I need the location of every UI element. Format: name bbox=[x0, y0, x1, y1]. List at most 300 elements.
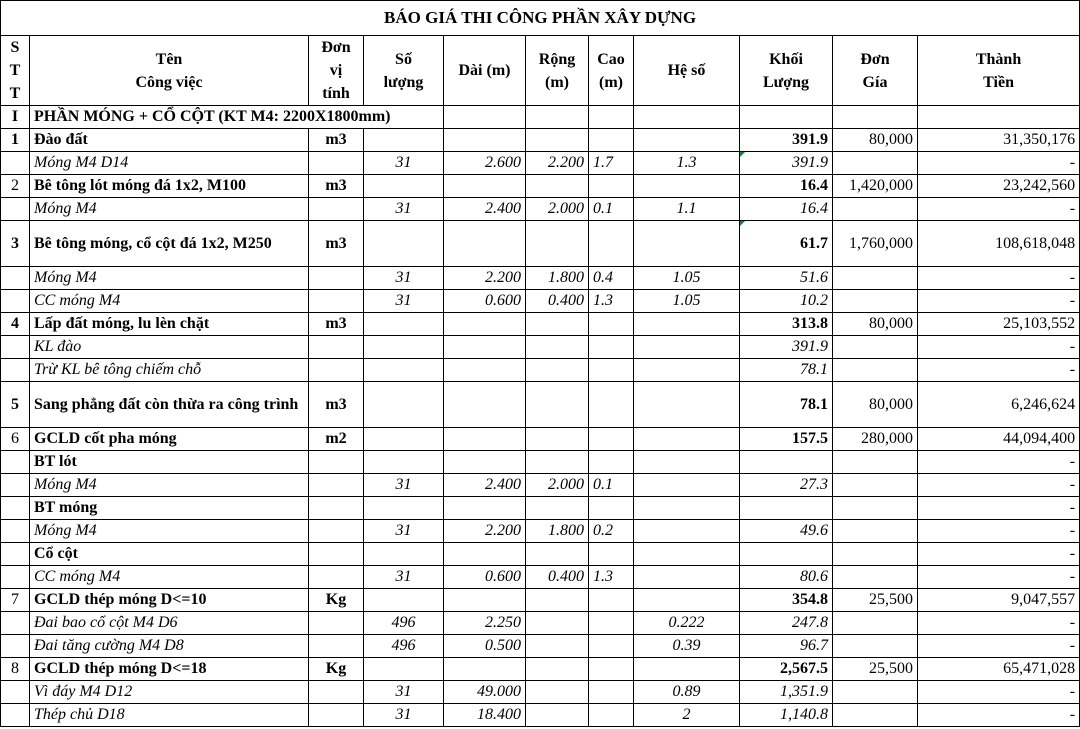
cell-khoi-luong[interactable]: 1,351.9 bbox=[740, 681, 833, 704]
cell-he-so[interactable] bbox=[634, 428, 740, 451]
cell-don-gia[interactable] bbox=[833, 704, 918, 727]
cell-name[interactable]: Cổ cột bbox=[30, 543, 309, 566]
cell-khoi-luong[interactable]: 78.1 bbox=[740, 359, 833, 382]
header-he-so[interactable]: Hệ số bbox=[634, 36, 740, 106]
cell-dai[interactable] bbox=[444, 589, 526, 612]
cell-so-luong[interactable]: 31 bbox=[364, 198, 444, 221]
cell-he-so[interactable]: 0.89 bbox=[634, 681, 740, 704]
table-row bbox=[1, 175, 1080, 198]
cell-khoi-luong[interactable]: 96.7 bbox=[740, 635, 833, 658]
cell-so-luong[interactable]: 31 bbox=[364, 704, 444, 727]
cell-he-so[interactable] bbox=[634, 543, 740, 566]
cell-khoi-luong[interactable]: 10.2 bbox=[740, 290, 833, 313]
cell-rong[interactable] bbox=[526, 313, 589, 336]
cell-he-so[interactable]: 1.05 bbox=[634, 267, 740, 290]
cell-khoi-luong[interactable]: 391.9 bbox=[740, 129, 833, 152]
cell-so-luong[interactable] bbox=[364, 175, 444, 198]
cell-dai[interactable] bbox=[444, 543, 526, 566]
cell-he-so[interactable]: 1.1 bbox=[634, 198, 740, 221]
table-row bbox=[1, 359, 1080, 382]
table-row bbox=[1, 566, 1080, 589]
cell-cao[interactable] bbox=[589, 382, 634, 428]
cell-unit[interactable]: Kg bbox=[309, 589, 364, 612]
cell-cao[interactable]: 0.4 bbox=[589, 267, 634, 290]
cell-so-luong[interactable]: 31 bbox=[364, 566, 444, 589]
cell-cao[interactable] bbox=[589, 359, 634, 382]
cell-unit[interactable]: m3 bbox=[309, 221, 364, 267]
cell-unit[interactable] bbox=[309, 520, 364, 543]
cell-dai[interactable]: 2.200 bbox=[444, 267, 526, 290]
cell-he-so[interactable] bbox=[634, 336, 740, 359]
cell-unit[interactable]: m3 bbox=[309, 129, 364, 152]
cell-cao[interactable] bbox=[589, 658, 634, 681]
cell-rong[interactable] bbox=[526, 175, 589, 198]
cell-so-luong[interactable]: 31 bbox=[364, 520, 444, 543]
cell-unit[interactable] bbox=[309, 566, 364, 589]
cell-so-luong[interactable]: 31 bbox=[364, 267, 444, 290]
cell-cao[interactable] bbox=[589, 175, 634, 198]
cell-thanh-tien[interactable]: - bbox=[918, 474, 1080, 497]
cell-name[interactable]: Đai tăng cường M4 D8 bbox=[30, 635, 309, 658]
cell-don-gia[interactable] bbox=[833, 198, 918, 221]
cell-don-gia[interactable] bbox=[833, 152, 918, 175]
cell-don-gia[interactable] bbox=[833, 612, 918, 635]
cell-he-so[interactable] bbox=[634, 313, 740, 336]
cell-dai[interactable]: 2.600 bbox=[444, 152, 526, 175]
cell-dai[interactable]: 2.250 bbox=[444, 612, 526, 635]
cell-thanh-tien[interactable]: 6,246,624 bbox=[918, 382, 1080, 428]
cell-he-so[interactable]: 2 bbox=[634, 704, 740, 727]
cell-rong[interactable] bbox=[526, 635, 589, 658]
section-name[interactable]: PHẦN MÓNG + CỔ CỘT (KT M4: 2200X1800mm) bbox=[30, 106, 444, 129]
cell-name[interactable]: Lấp đất móng, lu lèn chặt bbox=[30, 313, 309, 336]
cell-don-gia[interactable] bbox=[833, 543, 918, 566]
cell-thanh-tien[interactable]: - bbox=[918, 681, 1080, 704]
cell-cao[interactable] bbox=[589, 589, 634, 612]
cell-stt[interactable] bbox=[1, 704, 30, 727]
cell-dai[interactable] bbox=[444, 451, 526, 474]
cell-dai[interactable] bbox=[444, 428, 526, 451]
cell-unit[interactable] bbox=[309, 681, 364, 704]
cell-so-luong[interactable] bbox=[364, 382, 444, 428]
cell-name[interactable]: GCLD thép móng D<=10 bbox=[30, 589, 309, 612]
header-rong[interactable]: Rộng (m) bbox=[526, 36, 589, 106]
table-row bbox=[1, 129, 1080, 152]
cell-stt[interactable] bbox=[1, 681, 30, 704]
cell-stt[interactable] bbox=[1, 267, 30, 290]
table-row bbox=[1, 704, 1080, 727]
table-row bbox=[1, 428, 1080, 451]
table-row bbox=[1, 382, 1080, 428]
cell-dai[interactable]: 2.400 bbox=[444, 198, 526, 221]
cell-stt[interactable] bbox=[1, 497, 30, 520]
cell-name[interactable]: GCLD thép móng D<=18 bbox=[30, 658, 309, 681]
cell-he-so[interactable] bbox=[634, 129, 740, 152]
cell-khoi-luong[interactable]: 51.6 bbox=[740, 267, 833, 290]
cell-he-so[interactable] bbox=[634, 566, 740, 589]
cell-thanh-tien[interactable]: - bbox=[918, 704, 1080, 727]
cell-stt[interactable] bbox=[1, 336, 30, 359]
cell-unit[interactable] bbox=[309, 704, 364, 727]
cell-don-gia[interactable] bbox=[833, 336, 918, 359]
cell-he-so[interactable] bbox=[634, 520, 740, 543]
cell-cao[interactable] bbox=[589, 635, 634, 658]
cell-so-luong[interactable] bbox=[364, 497, 444, 520]
cell-unit[interactable] bbox=[309, 612, 364, 635]
cell-unit[interactable]: m3 bbox=[309, 313, 364, 336]
cell-unit[interactable] bbox=[309, 543, 364, 566]
cell-unit[interactable]: m2 bbox=[309, 428, 364, 451]
cell-stt[interactable]: 3 bbox=[1, 221, 30, 267]
cell-he-so[interactable] bbox=[634, 382, 740, 428]
cell-cao[interactable] bbox=[589, 428, 634, 451]
cell-stt[interactable] bbox=[1, 635, 30, 658]
cell-he-so[interactable] bbox=[634, 451, 740, 474]
header-don-gia[interactable]: Đơn Gía bbox=[833, 36, 918, 106]
cell-don-gia[interactable]: 280,000 bbox=[833, 428, 918, 451]
cell-stt[interactable] bbox=[1, 566, 30, 589]
cell-so-luong[interactable]: 31 bbox=[364, 290, 444, 313]
table-row bbox=[1, 658, 1080, 681]
cell-cao[interactable] bbox=[589, 313, 634, 336]
cell-rong[interactable] bbox=[526, 221, 589, 267]
cell-cao[interactable] bbox=[589, 221, 634, 267]
cell-name[interactable]: Móng M4 bbox=[30, 267, 309, 290]
cell-don-gia[interactable]: 25,500 bbox=[833, 658, 918, 681]
cell-khoi-luong[interactable]: 78.1 bbox=[740, 382, 833, 428]
cell-rong[interactable] bbox=[526, 612, 589, 635]
cell-thanh-tien[interactable]: - bbox=[918, 152, 1080, 175]
cell-don-gia[interactable]: 80,000 bbox=[833, 129, 918, 152]
header-khoi-luong[interactable]: Khối Lượng bbox=[740, 36, 833, 106]
cell-he-so[interactable] bbox=[634, 589, 740, 612]
cell-thanh-tien[interactable]: - bbox=[918, 497, 1080, 520]
cell-don-gia[interactable]: 1,760,000 bbox=[833, 221, 918, 267]
cell-khoi-luong[interactable]: 313.8 bbox=[740, 313, 833, 336]
cell-don-gia[interactable]: 80,000 bbox=[833, 313, 918, 336]
cell-dai[interactable]: 0.600 bbox=[444, 290, 526, 313]
cell-cao[interactable] bbox=[589, 543, 634, 566]
cell-don-gia[interactable] bbox=[833, 474, 918, 497]
cell-unit[interactable] bbox=[309, 451, 364, 474]
cell-thanh-tien[interactable]: - bbox=[918, 359, 1080, 382]
cell-name[interactable]: BT lót bbox=[30, 451, 309, 474]
table-row bbox=[1, 152, 1080, 175]
cell-unit[interactable]: m3 bbox=[309, 382, 364, 428]
cell-don-gia[interactable]: 80,000 bbox=[833, 382, 918, 428]
cell-unit[interactable] bbox=[309, 359, 364, 382]
cell-so-luong[interactable]: 31 bbox=[364, 474, 444, 497]
cell-thanh-tien[interactable]: - bbox=[918, 267, 1080, 290]
cell-thanh-tien[interactable]: - bbox=[918, 612, 1080, 635]
cell-rong[interactable] bbox=[526, 336, 589, 359]
cell-khoi-luong[interactable] bbox=[740, 497, 833, 520]
cell-unit[interactable] bbox=[309, 635, 364, 658]
cell-stt[interactable]: 8 bbox=[1, 658, 30, 681]
cell-stt[interactable] bbox=[1, 543, 30, 566]
cell-dai[interactable] bbox=[444, 221, 526, 267]
cell-thanh-tien[interactable]: 23,242,560 bbox=[918, 175, 1080, 198]
cell-thanh-tien[interactable]: 108,618,048 bbox=[918, 221, 1080, 267]
cell-name[interactable]: Trừ KL bê tông chiếm chỗ bbox=[30, 359, 309, 382]
cell-don-gia[interactable] bbox=[833, 635, 918, 658]
cell-khoi-luong[interactable] bbox=[740, 451, 833, 474]
table-row bbox=[1, 589, 1080, 612]
cell-khoi-luong[interactable]: 354.8 bbox=[740, 589, 833, 612]
cell-so-luong[interactable] bbox=[364, 359, 444, 382]
table-row bbox=[1, 520, 1080, 543]
cell-stt[interactable] bbox=[1, 198, 30, 221]
cell-thanh-tien[interactable]: - bbox=[918, 543, 1080, 566]
cell-name[interactable]: Đai bao cổ cột M4 D6 bbox=[30, 612, 309, 635]
cell-so-luong[interactable] bbox=[364, 428, 444, 451]
cell-rong[interactable] bbox=[526, 451, 589, 474]
cell-unit[interactable] bbox=[309, 290, 364, 313]
cell-stt[interactable] bbox=[1, 520, 30, 543]
cell-he-so[interactable] bbox=[634, 474, 740, 497]
cell-dai[interactable] bbox=[444, 175, 526, 198]
table-row bbox=[1, 451, 1080, 474]
cell-name[interactable]: Thép chủ D18 bbox=[30, 704, 309, 727]
cell-so-luong[interactable] bbox=[364, 543, 444, 566]
cell-dai[interactable]: 0.600 bbox=[444, 566, 526, 589]
cell-thanh-tien[interactable]: - bbox=[918, 451, 1080, 474]
cell-rong[interactable] bbox=[526, 681, 589, 704]
cell-stt[interactable] bbox=[1, 451, 30, 474]
cell-cao[interactable]: 0.1 bbox=[589, 474, 634, 497]
cell-unit[interactable]: Kg bbox=[309, 658, 364, 681]
header-cao[interactable]: Cao (m) bbox=[589, 36, 634, 106]
table-row bbox=[1, 336, 1080, 359]
cell-name[interactable]: BT móng bbox=[30, 497, 309, 520]
cell-don-gia[interactable]: 1,420,000 bbox=[833, 175, 918, 198]
cell-dai[interactable]: 49.000 bbox=[444, 681, 526, 704]
cell-khoi-luong[interactable]: 61.7 bbox=[740, 221, 833, 267]
cell-dai[interactable]: 2.400 bbox=[444, 474, 526, 497]
cell-so-luong[interactable] bbox=[364, 313, 444, 336]
cell-stt[interactable] bbox=[1, 612, 30, 635]
cell-khoi-luong[interactable] bbox=[740, 543, 833, 566]
cell-name[interactable]: Móng M4 bbox=[30, 198, 309, 221]
cell-cao[interactable]: 0.2 bbox=[589, 520, 634, 543]
cell-stt[interactable] bbox=[1, 359, 30, 382]
cell-unit[interactable] bbox=[309, 497, 364, 520]
header-thanh-tien[interactable]: Thành Tiền bbox=[918, 36, 1080, 106]
cell-thanh-tien[interactable]: - bbox=[918, 566, 1080, 589]
cell-cao[interactable] bbox=[589, 497, 634, 520]
header-dvt[interactable]: Đơn vị tính bbox=[309, 36, 364, 106]
cell-rong[interactable]: 2.200 bbox=[526, 152, 589, 175]
cell-rong[interactable] bbox=[526, 658, 589, 681]
cell-he-so[interactable] bbox=[634, 359, 740, 382]
page-title[interactable]: BÁO GIÁ THI CÔNG PHẦN XÂY DỰNG bbox=[1, 1, 1080, 36]
cell-stt[interactable] bbox=[1, 474, 30, 497]
cell-dai[interactable] bbox=[444, 658, 526, 681]
cell-unit[interactable] bbox=[309, 474, 364, 497]
cell-thanh-tien[interactable]: 9,047,557 bbox=[918, 589, 1080, 612]
cell-name[interactable]: CC móng M4 bbox=[30, 566, 309, 589]
table-row bbox=[1, 474, 1080, 497]
cell-so-luong[interactable]: 31 bbox=[364, 152, 444, 175]
cell-rong[interactable]: 1.800 bbox=[526, 520, 589, 543]
cell-he-so[interactable]: 1.3 bbox=[634, 152, 740, 175]
cell-rong[interactable] bbox=[526, 497, 589, 520]
section-row bbox=[1, 106, 1080, 129]
cell-don-gia[interactable] bbox=[833, 290, 918, 313]
cell-so-luong[interactable] bbox=[364, 129, 444, 152]
cell-rong[interactable] bbox=[526, 589, 589, 612]
cell-dai[interactable] bbox=[444, 382, 526, 428]
cell-rong[interactable]: 0.400 bbox=[526, 566, 589, 589]
cell-name[interactable]: Sang phẳng đất còn thừa ra công trình bbox=[30, 382, 309, 428]
table-row bbox=[1, 635, 1080, 658]
cell-rong[interactable] bbox=[526, 382, 589, 428]
cell-khoi-luong[interactable]: 16.4 bbox=[740, 198, 833, 221]
cell-rong[interactable]: 0.400 bbox=[526, 290, 589, 313]
cell-name[interactable]: Bê tông móng, cổ cột đá 1x2, M250 bbox=[30, 221, 309, 267]
cell-thanh-tien[interactable]: - bbox=[918, 635, 1080, 658]
cell-cao[interactable]: 1.3 bbox=[589, 566, 634, 589]
cell-stt[interactable] bbox=[1, 152, 30, 175]
table-row bbox=[1, 681, 1080, 704]
cell-khoi-luong[interactable]: 247.8 bbox=[740, 612, 833, 635]
cell-don-gia[interactable] bbox=[833, 359, 918, 382]
cell-stt[interactable]: 5 bbox=[1, 382, 30, 428]
cell-he-so[interactable]: 0.39 bbox=[634, 635, 740, 658]
cell-so-luong[interactable]: 31 bbox=[364, 681, 444, 704]
cell-khoi-luong[interactable]: 16.4 bbox=[740, 175, 833, 198]
cell-unit[interactable] bbox=[309, 152, 364, 175]
cell-rong[interactable]: 2.000 bbox=[526, 474, 589, 497]
cell-he-so[interactable] bbox=[634, 221, 740, 267]
cell-rong[interactable] bbox=[526, 428, 589, 451]
cell-name[interactable]: Vì đáy M4 D12 bbox=[30, 681, 309, 704]
cell-name[interactable]: Đào đất bbox=[30, 129, 309, 152]
cell-name[interactable]: Móng M4 bbox=[30, 520, 309, 543]
cell-cao[interactable] bbox=[589, 336, 634, 359]
cell-don-gia[interactable] bbox=[833, 681, 918, 704]
cell-unit[interactable] bbox=[309, 198, 364, 221]
cell-don-gia[interactable] bbox=[833, 520, 918, 543]
cell-stt[interactable]: 1 bbox=[1, 129, 30, 152]
cell-thanh-tien[interactable]: 31,350,176 bbox=[918, 129, 1080, 152]
cell-thanh-tien[interactable]: - bbox=[918, 290, 1080, 313]
title-row bbox=[1, 1, 1080, 36]
cell-rong[interactable] bbox=[526, 129, 589, 152]
cell-so-luong[interactable] bbox=[364, 221, 444, 267]
cell-thanh-tien[interactable]: - bbox=[918, 198, 1080, 221]
section-stt[interactable]: I bbox=[1, 106, 30, 129]
cell-don-gia[interactable] bbox=[833, 497, 918, 520]
cell-cao[interactable]: 1.7 bbox=[589, 152, 634, 175]
cell-he-so[interactable] bbox=[634, 658, 740, 681]
cell-don-gia[interactable] bbox=[833, 566, 918, 589]
cell-khoi-luong[interactable]: 1,140.8 bbox=[740, 704, 833, 727]
cell-thanh-tien[interactable]: 25,103,552 bbox=[918, 313, 1080, 336]
cell-name[interactable]: Móng M4 D14 bbox=[30, 152, 309, 175]
cell-cao[interactable] bbox=[589, 129, 634, 152]
cell-khoi-luong[interactable]: 391.9 bbox=[740, 152, 833, 175]
cell-dai[interactable] bbox=[444, 336, 526, 359]
cell-stt[interactable]: 7 bbox=[1, 589, 30, 612]
cell-so-luong[interactable] bbox=[364, 658, 444, 681]
cell-don-gia[interactable]: 25,500 bbox=[833, 589, 918, 612]
cell-unit[interactable] bbox=[309, 336, 364, 359]
cell-name[interactable]: KL đào bbox=[30, 336, 309, 359]
cell-stt[interactable]: 2 bbox=[1, 175, 30, 198]
cell-cao[interactable] bbox=[589, 704, 634, 727]
cell-name[interactable]: Móng M4 bbox=[30, 474, 309, 497]
header-stt[interactable]: S T T bbox=[1, 36, 30, 106]
cell-dai[interactable] bbox=[444, 313, 526, 336]
cell-don-gia[interactable] bbox=[833, 451, 918, 474]
cell-rong[interactable]: 2.000 bbox=[526, 198, 589, 221]
cell-dai[interactable]: 18.400 bbox=[444, 704, 526, 727]
cell-rong[interactable] bbox=[526, 543, 589, 566]
cell-so-luong[interactable] bbox=[364, 336, 444, 359]
cell-don-gia[interactable] bbox=[833, 267, 918, 290]
cell-he-so[interactable]: 1.05 bbox=[634, 290, 740, 313]
cell-name[interactable]: GCLD cốt pha móng bbox=[30, 428, 309, 451]
cell-he-so[interactable] bbox=[634, 497, 740, 520]
header-row bbox=[1, 36, 1080, 106]
cell-thanh-tien[interactable]: - bbox=[918, 336, 1080, 359]
header-dai[interactable]: Dài (m) bbox=[444, 36, 526, 106]
cell-unit[interactable] bbox=[309, 267, 364, 290]
cell-so-luong[interactable]: 496 bbox=[364, 612, 444, 635]
cell-he-so[interactable]: 0.222 bbox=[634, 612, 740, 635]
cell-dai[interactable]: 0.500 bbox=[444, 635, 526, 658]
cell-rong[interactable] bbox=[526, 359, 589, 382]
cell-rong[interactable]: 1.800 bbox=[526, 267, 589, 290]
cell-thanh-tien[interactable]: 65,471,028 bbox=[918, 658, 1080, 681]
cell-so-luong[interactable] bbox=[364, 589, 444, 612]
table-row bbox=[1, 543, 1080, 566]
cell-unit[interactable]: m3 bbox=[309, 175, 364, 198]
cell-rong[interactable] bbox=[526, 704, 589, 727]
cell-dai[interactable]: 2.200 bbox=[444, 520, 526, 543]
cell-khoi-luong[interactable]: 27.3 bbox=[740, 474, 833, 497]
cell-cao[interactable]: 1.3 bbox=[589, 290, 634, 313]
header-ten[interactable]: Tên Công việc bbox=[30, 36, 309, 106]
cell-cao[interactable] bbox=[589, 451, 634, 474]
cell-so-luong[interactable]: 496 bbox=[364, 635, 444, 658]
cell-cao[interactable] bbox=[589, 612, 634, 635]
cell-stt[interactable]: 4 bbox=[1, 313, 30, 336]
table-row bbox=[1, 221, 1080, 267]
cell-khoi-luong[interactable]: 391.9 bbox=[740, 336, 833, 359]
cell-cao[interactable]: 0.1 bbox=[589, 198, 634, 221]
cell-khoi-luong[interactable]: 2,567.5 bbox=[740, 658, 833, 681]
cell-name[interactable]: CC móng M4 bbox=[30, 290, 309, 313]
cell-he-so[interactable] bbox=[634, 175, 740, 198]
cell-thanh-tien[interactable]: - bbox=[918, 520, 1080, 543]
cell-dai[interactable] bbox=[444, 497, 526, 520]
cell-cao[interactable] bbox=[589, 681, 634, 704]
cell-dai[interactable] bbox=[444, 359, 526, 382]
cell-name[interactable]: Bê tông lót móng đá 1x2, M100 bbox=[30, 175, 309, 198]
header-so-luong[interactable]: Số lượng bbox=[364, 36, 444, 106]
cell-so-luong[interactable] bbox=[364, 451, 444, 474]
cell-khoi-luong[interactable]: 49.6 bbox=[740, 520, 833, 543]
table-row bbox=[1, 612, 1080, 635]
cell-khoi-luong[interactable]: 157.5 bbox=[740, 428, 833, 451]
cell-stt[interactable]: 6 bbox=[1, 428, 30, 451]
cell-dai[interactable] bbox=[444, 129, 526, 152]
cell-thanh-tien[interactable]: 44,094,400 bbox=[918, 428, 1080, 451]
cell-stt[interactable] bbox=[1, 290, 30, 313]
cell-khoi-luong[interactable]: 80.6 bbox=[740, 566, 833, 589]
